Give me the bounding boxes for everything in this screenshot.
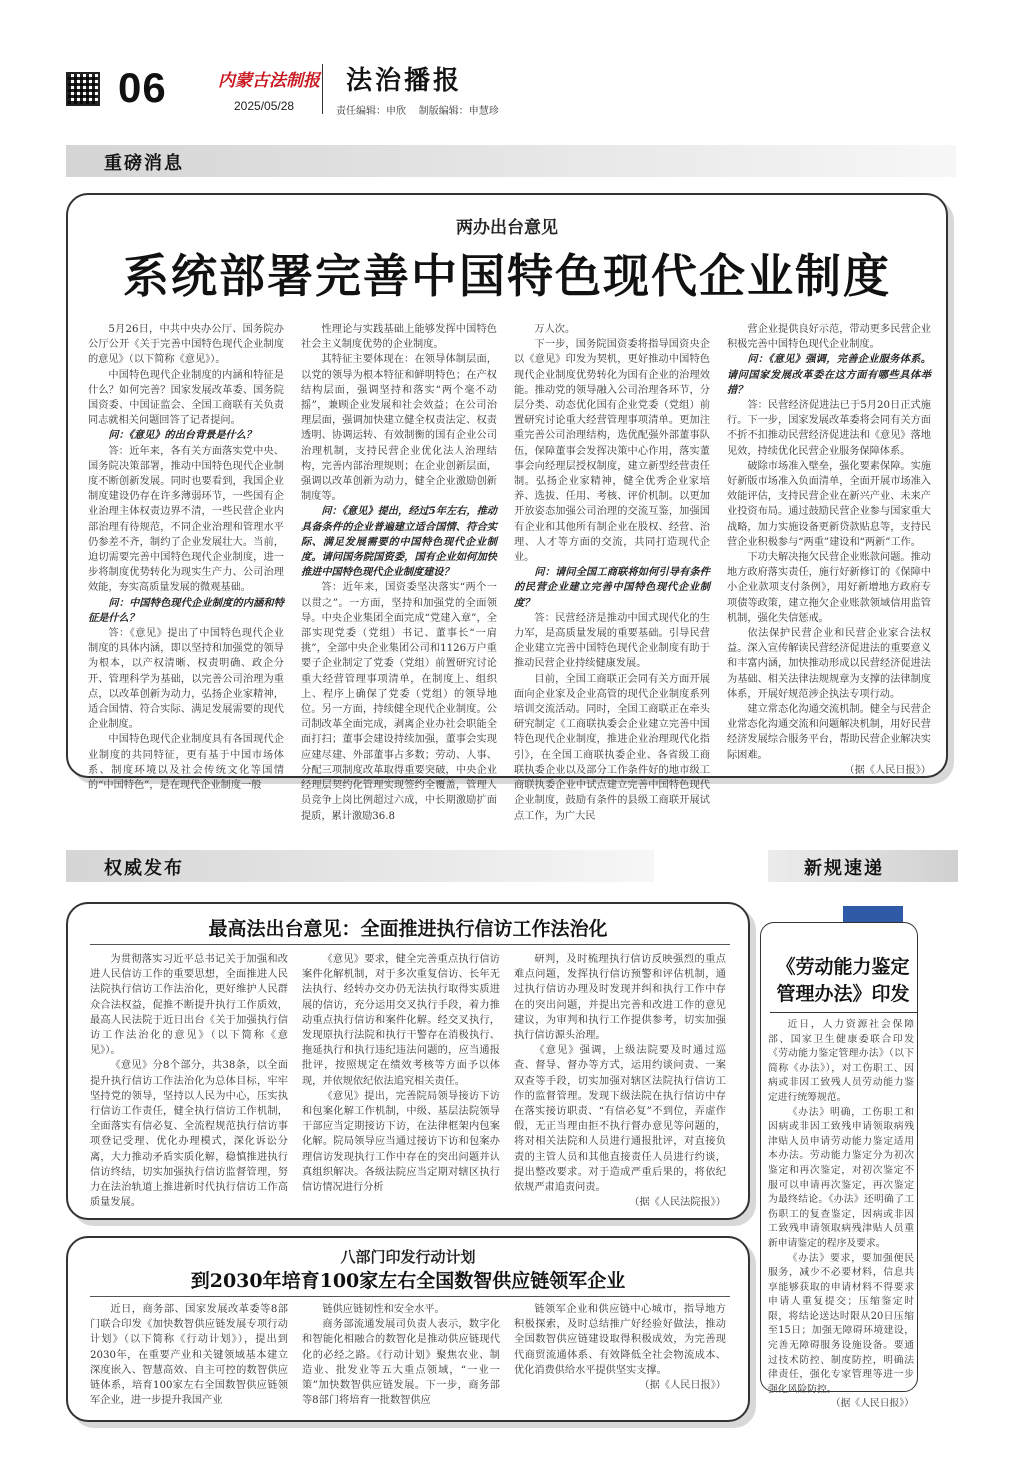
issue-date: 2025/05/28 xyxy=(234,99,295,113)
body-paragraph: 《意见》提出，完善院局领导接访下访和包案化解工作机制，中级、基层法院领导干部应当定期接访下访，在法律框架内包案化解。院局领导应当通过接访下访和包案办理信访发现执行工作中存在的突出问题并认真组织解决。各级法院应当定期对辖区执行信访情况进行分析 xyxy=(302,1090,500,1194)
question-paragraph: 问：《意见》的出台背景是什么？ xyxy=(108,429,257,442)
article-court-col-3 xyxy=(514,952,726,1214)
header-divider xyxy=(322,64,323,114)
source-credit: （据《人民法院报》） xyxy=(629,1197,726,1209)
body-paragraph: 其特征主要体现在：在领导体制层面，以党的领导为根本特征和鲜明特色；在产权结构层面，强调坚持和落实“两个毫不动摇”，兼顾企业发展和社会效益；在公司治理层面，强调加快建立健全权责法定、权责透明、协调运转、有效制衡的国有企业公司治理机制，支持民营企业优化法人治理结构，完善内部治理规则；在企业创新层面，强调以改革创新为动力，健全企业激励创新制度等。 xyxy=(301,354,497,503)
ribbon-new-rules xyxy=(768,850,958,882)
article-main-kicker: 两办出台意见 xyxy=(456,218,558,238)
page-header xyxy=(0,0,1024,135)
article-main-col-4 xyxy=(727,322,931,776)
article-labor-rule xyxy=(770,1012,918,1013)
ribbon-label: 重磅消息 xyxy=(104,153,184,174)
qr-code-icon[interactable] xyxy=(66,72,100,106)
body-paragraph: 《意见》强调，上级法院要及时通过巡查、督导、督办等方式，运用约谈问责、一案双查等手段，切实加强对辖区法院执行信访工作的监督管理。发现下级法院在执行信访中存在落实接访职责、“有信必复”不到位，弄虚作假，无正当理由拒不执行督办意见等问题的，将对相关法院和人员进行通报批评，对直接负责的主管人员和其他直接责任人员进行约谈，提出整改要求。对于造成严重后果的，将依纪依规严肃追责问责。 xyxy=(514,1045,726,1194)
ribbon-label: 新规速递 xyxy=(804,858,884,879)
article-court-rule xyxy=(90,944,730,945)
body-paragraph: 答：《意见》提出了中国特色现代企业制度的具体内涵，即以坚持和加强党的领导为根本，以产权清晰、权责明确、政企分开、管理科学为基础，以完善公司治理为重点，以改革创新为动力，弘扬企业家精神，适合国情、符合实际、满足发展需要的现代企业制度。 xyxy=(88,628,284,731)
article-supply-kicker: 八部门印发行动计划 xyxy=(340,1248,476,1266)
article-main-title: 系统部署完善中国特色现代企业制度 xyxy=(123,249,891,303)
body-paragraph: 链领军企业和供应链中心城市，指导地方积极探索，及时总结推广好经验好做法，推动全国数智供应链建设取得积极成效，为完善现代商贸流通体系、有效降低全社会物流成本、优化消费供给水平提供坚实支撑。 xyxy=(514,1304,726,1376)
question-paragraph: 问：中国特色现代企业制度的内涵和特征是什么？ xyxy=(88,596,284,624)
article-main-col-1 xyxy=(88,322,284,792)
body-paragraph: 性理论与实践基础上能够发挥中国特色社会主义制度优势的企业制度。 xyxy=(301,324,497,351)
body-paragraph: 万人次。 xyxy=(534,324,576,335)
body-paragraph: 答：近年来，各有关方面落实党中央、国务院决策部署，推动中国特色现代企业制度不断创新发展。同时也要看到，我国企业制度建设仍存在许多薄弱环节，一些国有企业治理主体权责边界不清，一些民营企业内部治理有待规范，不同企业治理和管理水平仍参差不齐，制约了企业发展壮大。当前，迫切需要完善中国特色现代企业制度，进一步将制度优势转化为现实生产力、公司治理效能，夯实高质量发展的微观基础。 xyxy=(88,445,284,594)
body-paragraph: 链供应链韧性和安全水平。 xyxy=(322,1304,445,1315)
article-supply-rule xyxy=(90,1296,730,1297)
article-supply-col-1 xyxy=(90,1302,288,1416)
body-paragraph: 《办法》明确，工伤职工和因病或非因工致残申请领取病残津贴人员申请劳动能力鉴定适用本办法。劳动能力鉴定分为初次鉴定和再次鉴定，对初次鉴定不服可以申请再次鉴定，再次鉴定为最终结论。《办法》还明确了工伤职工的复查鉴定，因病或非因工致残申请领取病残津贴人员重新申请鉴定的程序及要求。 xyxy=(768,1106,914,1249)
article-court-col-2 xyxy=(302,952,500,1214)
question-paragraph: 问：《意见》提出，经过5年左右，推动具备条件的企业普遍建立适合国情、符合实际、满足发展需要的中国特色现代企业制度。请问国务院国资委，国有企业如何加快推进中国特色现代企业制度建设？ xyxy=(301,505,497,579)
article-labor-title: 《劳动能力鉴定管理办法》印发 xyxy=(776,956,910,1005)
article-court-col-1 xyxy=(90,952,288,1214)
article-labor-col-1 xyxy=(768,1018,914,1410)
source-credit: （据《人民日报》） xyxy=(830,1398,914,1410)
body-paragraph: 营企业提供良好示范，带动更多民营企业积极完善中国特色现代企业制度。 xyxy=(727,324,931,351)
body-paragraph: 答：民营经济促进法已于5月20日正式施行。下一步，国家发展改革委将会同有关方面不折不扣推动民营经济促进法和《意见》落地见效，持续优化民营企业服务保障体系。 xyxy=(727,400,931,457)
body-paragraph: 破除市场准入壁垒，强化要素保障。实施好新版市场准入负面清单，全面开展市场准入效能评估，支持民营企业在新兴产业、未来产业投资布局。通过鼓励民营企业参与国家重大战略，加力实施设备更新贷款贴息等，支持民营企业积极参与“两重”建设和“两新”工作。 xyxy=(727,460,931,548)
article-supply-title: 到2030年培育100家左右全国数智供应链领军企业 xyxy=(190,1270,626,1292)
source-credit: （据《人民日报》） xyxy=(844,764,931,776)
body-paragraph: 5月26日，中共中央办公厅、国务院办公厅公开《关于完善中国特色现代企业制度的意见》（以下简称《意见》）。 xyxy=(88,324,284,366)
body-paragraph: 研判，及时梳理执行信访反映强烈的重点难点问题，发挥执行信访预警和评估机制，通过执行信访办理及时发现并纠和执行工作中存在的突出问题，并提出完善和改进工作的意见建议，为审判和执行工作提供参考，切实加强执行信访源头治理。 xyxy=(514,954,726,1042)
article-court-title: 最高法出台意见：全面推进执行信访工作法治化 xyxy=(208,918,608,940)
body-paragraph: 为贯彻落实习近平总书记关于加强和改进人民信访工作的重要思想，全面推进人民法院执行信访工作法治化，更好维护人民群众合法权益，促推不断提升执行工作质效，最高人民法院于近日出台《关于加强执行信访工作法治化的意见》（以下简称《意见》）。 xyxy=(90,954,288,1057)
article-main-col-2 xyxy=(301,322,497,822)
editor-credits xyxy=(336,102,509,117)
article-supply-col-2 xyxy=(302,1302,500,1416)
ribbon-top-news xyxy=(66,145,956,177)
ribbon-label: 权威发布 xyxy=(104,858,184,879)
body-paragraph: 目前，全国工商联正会同有关方面开展面向企业家及企业高管的现代企业制度系列培训交流活动。同时，全国工商联正在牵头研究制定《工商联执委会企业建立完善中国特色现代企业制度，推进企业治理现代化指引》，在全国工商联执委企业、各省级工商联执委企业以及部分工作条件好的地市级工商联执委企业中试点建立完善中国特色现代企业制度，鼓励有条件的县级工商联开展试点工作，为广大民 xyxy=(514,673,710,822)
body-paragraph: 下一步，国务院国资委将指导国资央企以《意见》印发为契机，更好推动中国特色现代企业制度优势转化为国有企业的治理效能。推动党的领导融入公司治理各环节，分层分类、动态优化国有企业党委（党组）前置研究讨论重大经营管理事项清单。更加注重完善公司治理结构，选优配强外部董事队伍，保障董事会发挥决策中心作用，落实董事会向经理层授权制度，建立新型经营责任制。弘扬企业家精神，健全优秀企业家培养、选拔、任用、考核、评价机制。以更加开放姿态加强公司治理的交流互鉴，加强国有企业和其他所有制企业在股权、经营、治理、人才等方面的交流，共同打造现代企业。 xyxy=(514,339,710,564)
body-paragraph: 下功夫解决拖欠民营企业账款问题。推动地方政府落实责任，施行好新修订的《保障中小企业款项支付条例》，用好新增地方政府专项债等政策，建立拖欠企业账款领域信用监管机制，强化失信惩戒。 xyxy=(727,552,931,624)
layout-editor: 制版编辑：申慧珍 xyxy=(418,106,499,117)
body-paragraph: 近日，商务部、国家发展改革委等8部门联合印发《加快数智供应链发展专项行动计划》（以下简称《行动计划》），提出到2030年，在重要产业和关键领域基本建立深度嵌入、智慧高效、自主可控的数智供应链体系，培育100家左右全国数智供应链领军企业，进一步提升我国产业 xyxy=(90,1304,288,1407)
article-main-col-3 xyxy=(514,322,710,822)
body-paragraph: 中国特色现代企业制度的内涵和特征是什么？如何完善？国家发展改革委、国务院国资委、中国证监会、全国工商联有关负责同志就相关问题回答了记者提问。 xyxy=(88,369,284,427)
page-number: 06 xyxy=(118,64,167,111)
body-paragraph: 近日，人力资源社会保障部、国家卫生健康委联合印发《劳动能力鉴定管理办法》（以下简称《办法》），对工伤职工、因病或非因工致残人员劳动能力鉴定进行统筹规范。 xyxy=(768,1019,914,1103)
newspaper-logo: 内蒙古法制报 xyxy=(218,71,320,91)
section-title: 法治播报 xyxy=(346,66,463,96)
body-paragraph: 《办法》要求，要加强便民服务，减少不必要材料，信息共享能够获取的申请材料不得要求申请人重复提交；压缩鉴定时限，将结论送达时限从20日压缩至15日；加强无障碍环境建设，完善无障碍服务设施设备。要通过技术防控、制度防控，明确法律责任，强化专家管理等进一步强化风险防控。 xyxy=(768,1252,914,1395)
body-paragraph: 建立常态化沟通交流机制。健全与民营企业常态化沟通交流和问题解决机制，用好民营经济发展综合服务平台，帮助民营企业解决实际困难。 xyxy=(727,704,931,761)
body-paragraph: 《意见》要求，健全完善重点执行信访案件化解机制，对于多次重复信访、长年无法执行、经转办交办仍无法执行取得实质进展的信访，充分运用交叉执行手段，着力推动重点执行信访和案件化解。经交叉执行，发现原执行法院和执行干警存在消极执行、拖延执行和执行违纪违法问题的，应当通报批评，按照规定在绩效考核等方面予以体现，并依规依纪依法追究相关责任。 xyxy=(302,954,500,1087)
body-paragraph: 中国特色现代企业制度具有各国现代企业制度的共同特征，更有基于中国市场体系、制度环境以及社会传统文化等国情的“中国特色”，是在现代企业制度一般 xyxy=(88,734,284,792)
body-paragraph: 答：民营经济是推动中国式现代化的生力军，是高质量发展的重要基础。引导民营企业建立完善中国特色现代企业制度有助于推动民营企业持续健康发展。 xyxy=(514,612,710,670)
responsible-editor: 责任编辑：申欣 xyxy=(336,106,406,117)
question-paragraph: 问：请问全国工商联将如何引导有条件的民营企业建立完善中国特色现代企业制度？ xyxy=(514,566,710,609)
article-supply-col-3 xyxy=(514,1302,726,1416)
body-paragraph: 商务部流通发展司负责人表示，数字化和智能化相融合的数智化是推动供应链现代化的必经之路。《行动计划》聚焦农业、制造业、批发业等五大重点领域，“一业一策”加快数智供应链发展。下一步，商务部等8部门将培育一批数智供应 xyxy=(302,1319,500,1407)
body-paragraph: 依法保护民营企业和民营企业家合法权益。深入宣传解读民营经济促进法的重要意义和丰富内涵，加快推动形成以民营经济促进法为基础、相关法律法规规章为支撑的法律制度体系，开展好规范涉企执法专项行动。 xyxy=(727,628,931,700)
source-credit: （据《人民日报》） xyxy=(639,1380,726,1392)
body-paragraph: 《意见》分8个部分，共38条，以全面提升执行信访工作法治化为总体目标，牢牢坚持党的领导，坚持以人民为中心，压实执行信访工作责任，健全执行信访工作机制，全面落实有信必复、全流程规范执行信访事项登记受理、优化办理模式，深化诉讼分离，大力推动矛盾实质化解，稳慎推进执行信访终结，切实加强执行信访监督管理，努力在法治轨道上推进新时代执行信访工作高质量发展。 xyxy=(90,1060,288,1209)
body-paragraph: 答：近年来，国资委坚决落实“两个一以贯之”。一方面，坚持和加强党的全面领导。中央企业集团全面完成“党建入章”，全部实现党委（党组）书记、董事长“一肩挑”，全部中央企业集团公司和1126万户重要子企业制定了党委（党组）前置研究讨论重大经营管理事项清单，在制度上、组织上、程序上确保了党委（党组）的领导地位。另一方面，持续健全现代企业制度。公司制改革全面完成，剥离企业办社会职能全面打扫；董事会建设持续加强，董事会实现应建尽建、外部董事占多数；劳动、人事、分配三项制度改革取得重要突破，中央企业经理层契约化管理实现签约全覆盖，管理人员竞争上岗比例超过六成，中长期激励扩面提质，累计激励36.8 xyxy=(301,582,497,822)
question-paragraph: 问：《意见》强调，完善企业服务体系。请问国家发展改革委在这方面有哪些具体举措？ xyxy=(727,353,931,396)
ribbon-authority xyxy=(66,850,654,882)
